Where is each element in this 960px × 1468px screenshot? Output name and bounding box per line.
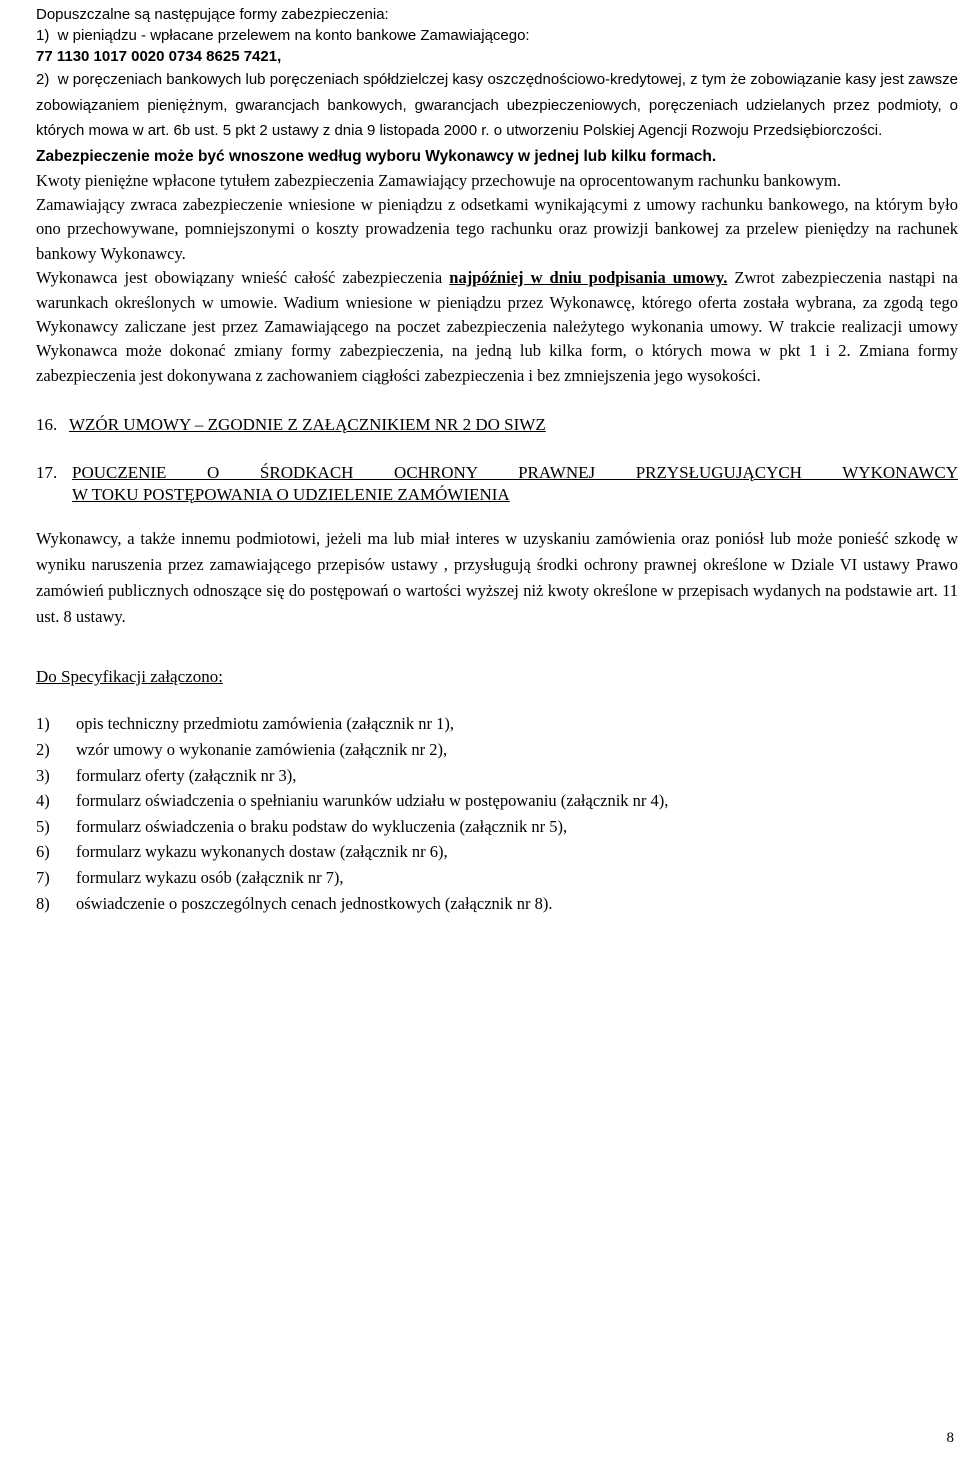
guarantee-intro: Dopuszczalne są następujące formy zabezpieczenia: xyxy=(36,6,389,23)
obligation-post: Zwrot zabezpieczenia nastąpi na warunkach określonych w umowie. Wadium wniesione w pieniądzu przez Wykonawcę, którego oferta została wybrana, za zgodą tego Wykonawcy zaliczane jest przez Zamawiającego na poczet zabezpieczenia należytego wykonania umowy. W trakcie realizacji umowy Wykonawca może dokonać zmiany formy zabezpieczenia, na jedną lub kilka form, o których mowa w pkt 1 i 2. Zmiana formy zabezpieczenia jest dokonywana z zachowaniem ciągłości zabezpieczenia i bez zmniejszenia jego wysokości. xyxy=(36,268,958,385)
section-17-number: 17. xyxy=(36,463,58,483)
list-item: 2) wzór umowy o wykonanie zamówienia (załącznik nr 2), xyxy=(36,739,448,759)
attachments-heading: Do Specyfikacji załączono: xyxy=(36,667,223,687)
guarantee-return: Zamawiający zwraca zabezpieczenie wniesione w pieniądzu z odsetkami wynikającymi z umowy rachunku bankowego, na którym było ono przechowywane, pomniejszonymi o koszty prowadzenia tego rachunku oraz prowizji bankowej za przelew pieniędzy na rachunek bankowy Wykonawcy. xyxy=(36,194,958,263)
obligation-deadline: najpóźniej w dniu podpisania umowy. xyxy=(449,268,728,288)
attachments-list xyxy=(36,711,958,916)
guarantee-obligation xyxy=(36,266,958,388)
section-17-body: Wykonawcy, a także innemu podmiotowi, jeżeli ma lub miał interes w uzyskaniu zamówienia oraz poniósł lub może ponieść szkodę w wyniku naruszenia przez zamawiającego przepisów ustawy , przysługują środki ochrony prawnej określone w Dziale VI ustawy Prawo zamówień publicznych odnoszące się do postępowań o wartości wyższej niż kwoty określone w przepisach wydanych na podstawie art. 11 ust. 8 ustawy. xyxy=(36,529,958,626)
section-16-title: WZÓR UMOWY – ZGODNIE Z ZAŁĄCZNIKIEM NR 2 DO SIWZ xyxy=(69,415,546,435)
list-item: 1) opis techniczny przedmiotu zamówienia (załącznik nr 1), xyxy=(36,714,454,734)
section-16-heading xyxy=(36,414,958,436)
guarantee-choice: Zabezpieczenie może być wnoszone według wyboru Wykonawcy w jednej lub kilku formach. xyxy=(36,147,717,165)
list-item: 6) formularz wykazu wykonanych dostaw (załącznik nr 6), xyxy=(36,842,448,862)
guarantee-deposit: Kwoty pieniężne wpłacone tytułem zabezpieczenia Zamawiający przechowuje na oprocentowanym rachunku bankowym. xyxy=(36,170,841,190)
bank-account-number: 77 1130 1017 0020 0734 8625 7421, xyxy=(36,48,282,65)
list-item: 7) formularz wykazu osób (załącznik nr 7), xyxy=(36,867,344,887)
list-item: 3) formularz oferty (załącznik nr 3), xyxy=(36,765,297,785)
section-17-heading xyxy=(36,462,958,506)
list-item: 5) formularz oświadczenia o braku podstaw do wykluczenia (załącznik nr 5), xyxy=(36,816,568,836)
section-17-title-line-2: W TOKU POSTĘPOWANIA O UDZIELENIE ZAMÓWIENIA xyxy=(72,485,510,505)
guarantee-item-2: 2) w poręczeniach bankowych lub poręczeniach spółdzielczej kasy oszczędnościowo-kredytowej, z tym że zobowiązanie kasy jest zawsze zobowiązaniem pieniężnym, gwarancjach bankowych, gwarancjach ubezpieczeniowych, poręczeniach udzielanych przez podmioty, o których mowa w art. 6b ust. 5 pkt 2 ustawy z dnia 9 listopada 2000 r. o utworzeniu Polskiej Agencji Rozwoju Przedsiębiorczości. xyxy=(36,71,958,139)
list-item: 8) oświadczenie o poszczególnych cenach jednostkowych (załącznik nr 8). xyxy=(36,893,553,913)
section-17-title-line-1: POUCZENIE O ŚRODKACH OCHRONY PRAWNEJ PRZYSŁUGUJĄCYCH WYKONAWCY xyxy=(72,463,958,483)
list-item: 4) formularz oświadczenia o spełnianiu warunków udziału w postępowaniu (załącznik nr 4), xyxy=(36,791,669,811)
obligation-pre: Wykonawca jest obowiązany wnieść całość zabezpieczenia xyxy=(36,268,450,288)
document-page xyxy=(36,4,958,916)
page-number: 8 xyxy=(946,1430,954,1446)
guarantee-item-1: 1) w pieniądzu - wpłacane przelewem na konto bankowe Zamawiającego: xyxy=(36,27,530,44)
section-16-number: 16. xyxy=(36,415,58,435)
